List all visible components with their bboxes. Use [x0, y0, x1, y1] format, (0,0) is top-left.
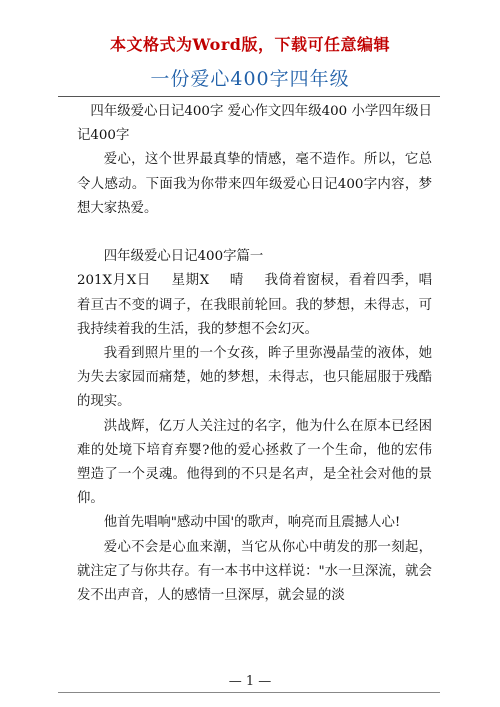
- page-number: — 1 —: [228, 674, 272, 689]
- title-divider: [58, 96, 440, 97]
- document-title: 一份爱心400字四年级: [150, 68, 350, 90]
- diary-first-text: 我倚着窗棂，看着四季，唱着亘古不变的调子，在我眼前轮回。我的梦想，未得志，可我持续着我的生活，我的梦想不会幻灭。: [77, 273, 433, 337]
- document-body: [77, 100, 432, 608]
- diary-entry-first-paragraph: [77, 269, 432, 342]
- paragraph-spacer: [77, 221, 432, 245]
- diary-weekday: 星期X: [170, 273, 210, 289]
- diary-weather: 晴: [229, 273, 244, 289]
- keywords-line: 四年级爱心日记400字 爱心作文四年级400 小学四年级日记400字: [77, 104, 432, 144]
- intro-paragraph: 爱心，这个世界最真挚的情感，毫不造作。所以，它总令人感动。下面我为你带来四年级爱心日记400字内容，梦想大家热爱。: [77, 152, 432, 216]
- word-format-banner: 本文格式为Word版，下载可任意编辑: [110, 35, 390, 54]
- footer-divider: [58, 692, 440, 693]
- diary-date: 201X月X日: [77, 273, 151, 289]
- paragraph-love-heart: 爱心不会是心血来潮，当它从你心中萌发的那一刻起，就注定了与你共存。有一本书中这样说："水一旦深流，就会发不出声音，人的感情一旦深厚，就会显的淡: [77, 539, 432, 604]
- paragraph-hong-zhanhui: 洪战辉，亿万人关注过的名字，他为什么在原本已经困难的处境下培育弃婴?他的爱心拯救了一个生命，他的宏伟塑造了一个灵魂。他得到的不只是名声，是全社会对他的景仰。: [77, 418, 432, 507]
- paragraph-photo-girl: 我看到照片里的一个女孩，眸子里弥漫晶莹的液体，她为失去家园而痛楚，她的梦想，未得志，也只能屈服于残酷的现实。: [77, 346, 432, 410]
- section-heading: 四年级爱心日记400字篇一: [103, 249, 264, 265]
- paragraph-song: 他首先唱响"感动中国'的歌声，响亮而且震撼人心!: [103, 515, 401, 531]
